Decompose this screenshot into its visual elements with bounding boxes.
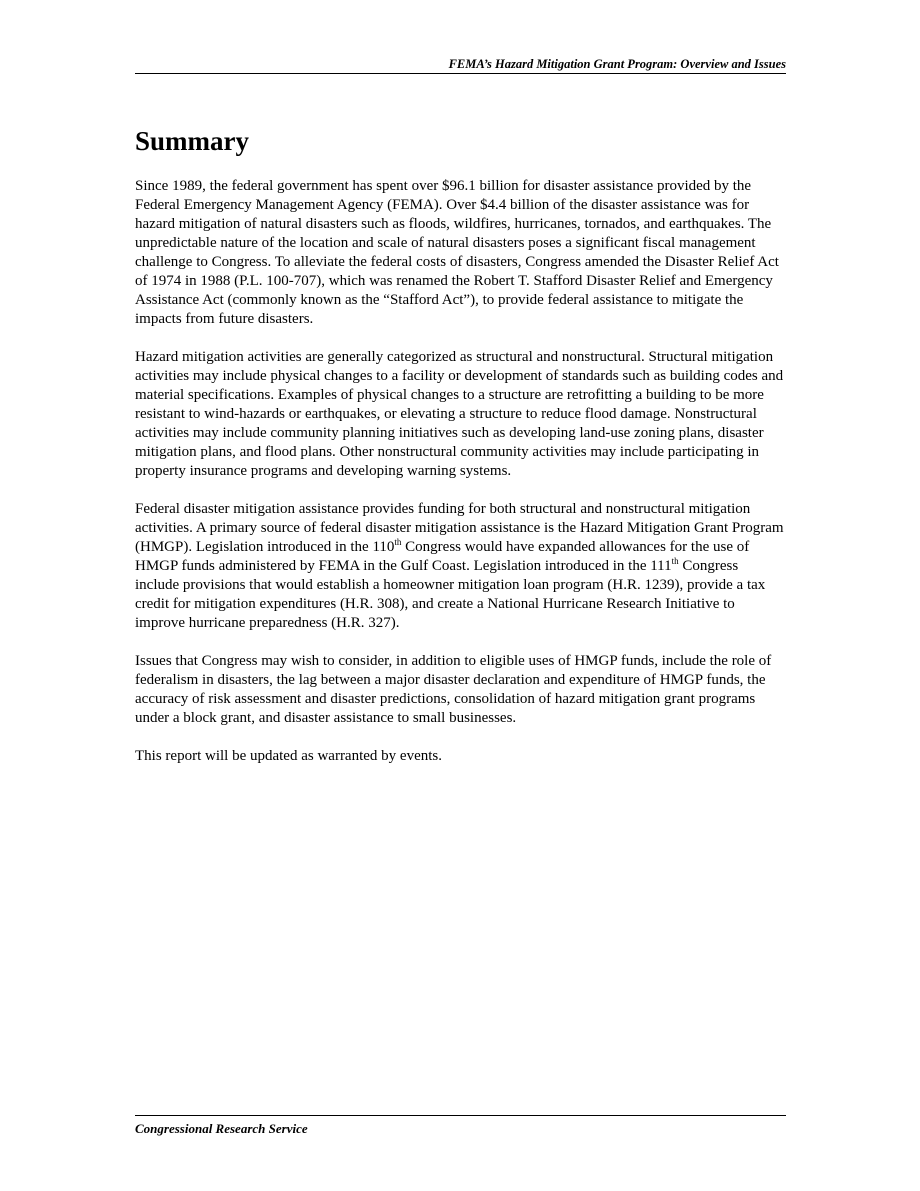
paragraph-text-segment: Federal disaster mitigation assistance provides funding for both structural and nonstructural mitigation activities. A primary source of federal disaster mitigation assistance is the Hazard Mitigation Grant Program (HMGP). Legislation introduced in the 110 <box>135 501 784 555</box>
paragraph-congressional-issues: Issues that Congress may wish to consider, in addition to eligible uses of HMGP funds, include the role of federalism in disasters, the lag between a major disaster declaration and expenditure of HMGP funds, the accuracy of risk assessment and disaster predictions, consolidation of hazard mitigation grant programs under a block grant, and disaster assistance to small businesses. <box>135 653 772 726</box>
paragraph-hmgp-legislation <box>135 500 786 633</box>
paragraph-mitigation-categories: Hazard mitigation activities are generally categorized as structural and nonstructural. Structural mitigation activities may include physical changes to a facility or development of standards such as building codes and material specifications. Examples of physical changes to a structure are retrofitting a building to be more resistant to wind-hazards or earthquakes, or elevating a structure to reduce flood damage. Nonstructural activities may include community planning initiatives such as developing land-use zoning plans, disaster mitigation plans, and flood plans. Other nonstructural community activities may include participating in property insurance programs and developing warning systems. <box>135 349 784 479</box>
ordinal-superscript: th <box>671 556 679 566</box>
paragraph-update-note: This report will be updated as warranted by events. <box>135 748 442 764</box>
paragraph-disaster-spending: Since 1989, the federal government has spent over $96.1 billion for disaster assistance provided by the Federal Emergency Management Agency (FEMA). Over $4.4 billion of the disaster assistance was for hazard mitigation of natural disasters such as floods, wildfires, hurricanes, tornados, and earthquakes. The unpredictable nature of the location and scale of natural disasters poses a significant fiscal management challenge to Congress. To alleviate the federal costs of disasters, Congress amended the Disaster Relief Act of 1974 in 1988 (P.L. 100-707), which was renamed the Robert T. Stafford Disaster Relief and Emergency Assistance Act (commonly known as the “Stafford Act”), to provide federal assistance to mitigate the impacts from future disasters. <box>135 178 779 327</box>
running-footer: Congressional Research Service <box>135 1115 786 1137</box>
summary-body <box>135 177 786 785</box>
running-header: FEMA’s Hazard Mitigation Grant Program: Overview and Issues <box>135 56 786 74</box>
paragraph-text-segment: Congress include provisions that would establish a homeowner mitigation loan program (H.R. 1239), provide a tax credit for mitigation expenditures (H.R. 308), and create a National Hurricane Research Initiative to improve hurricane preparedness (H.R. 327). <box>135 558 766 631</box>
page-title: Summary <box>135 126 249 156</box>
paragraph-text-segment: Congress would have expanded allowances for the use of HMGP funds administered by FEMA in the Gulf Coast. Legislation introduced in the 111 <box>135 539 750 574</box>
ordinal-superscript: th <box>394 537 402 547</box>
